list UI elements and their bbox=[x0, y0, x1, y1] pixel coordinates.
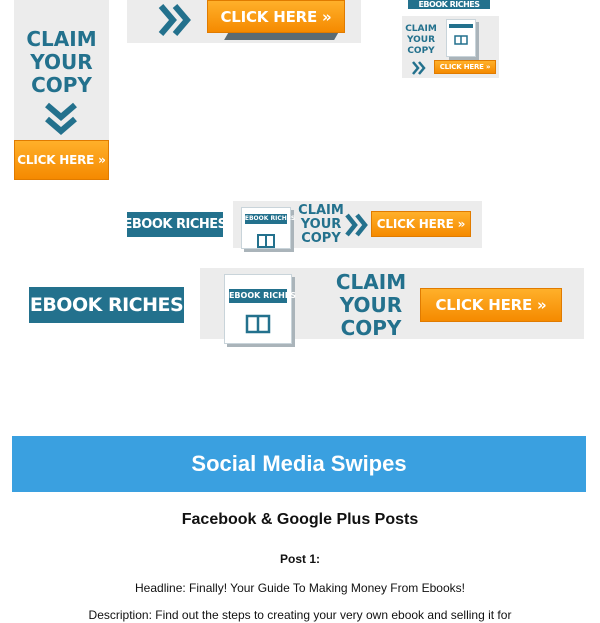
open-book-icon bbox=[257, 234, 275, 248]
social-media-swipes-header: Social Media Swipes bbox=[12, 436, 586, 492]
vertical-banner-claim-text: CLAIM YOUR COPY bbox=[26, 27, 97, 97]
small-square-banner[interactable] bbox=[402, 16, 499, 78]
small-banner-claim-text: CLAIM YOUR COPY bbox=[405, 24, 437, 56]
large-claim-banner[interactable] bbox=[200, 268, 584, 339]
small-banner-brand-label: EBOOK RICHES bbox=[408, 0, 490, 9]
large-banner-book-cover bbox=[224, 274, 297, 344]
open-book-icon bbox=[454, 35, 468, 45]
section-subtitle: Facebook & Google Plus Posts bbox=[181, 511, 419, 528]
medium-banner-claim-text: CLAIM YOUR COPY bbox=[298, 203, 344, 246]
large-banner-claim-text: CLAIM YOUR COPY bbox=[335, 270, 407, 340]
post-headline: Headline: Finally! Your Guide To Making Money From Ebooks! bbox=[135, 581, 465, 595]
top-wide-banner[interactable] bbox=[127, 0, 361, 43]
open-book-icon bbox=[246, 315, 270, 333]
post-description: Description: Find out the steps to creating your very own ebook and selling it for bbox=[88, 608, 512, 622]
chevron-down-icon bbox=[44, 102, 78, 136]
medium-banner-brand-label: EBOOK RICHES bbox=[127, 212, 223, 237]
medium-book-title: EBOOK RICHES bbox=[244, 215, 296, 222]
medium-banner-click-here-button[interactable]: CLICK HERE » bbox=[371, 211, 471, 237]
large-book-title: EBOOK RICHES bbox=[229, 289, 287, 303]
small-banner-click-here-button[interactable]: CLICK HERE » bbox=[434, 60, 496, 74]
chevron-right-icon bbox=[345, 213, 369, 237]
top-banner-click-here-button[interactable]: CLICK HERE » bbox=[207, 0, 345, 33]
chevron-right-icon bbox=[158, 3, 192, 37]
post-label: Post 1: bbox=[279, 552, 320, 566]
chevron-right-icon bbox=[412, 61, 426, 75]
small-banner-book-cover bbox=[446, 19, 476, 57]
medium-claim-banner[interactable] bbox=[233, 201, 482, 248]
vertical-banner-click-here-button[interactable]: CLICK HERE » bbox=[14, 140, 109, 180]
medium-banner-book-cover bbox=[241, 207, 296, 249]
large-banner-brand-label: EBOOK RICHES bbox=[29, 287, 184, 323]
vertical-claim-banner[interactable] bbox=[14, 0, 109, 180]
large-banner-click-here-button[interactable]: CLICK HERE » bbox=[420, 288, 562, 322]
